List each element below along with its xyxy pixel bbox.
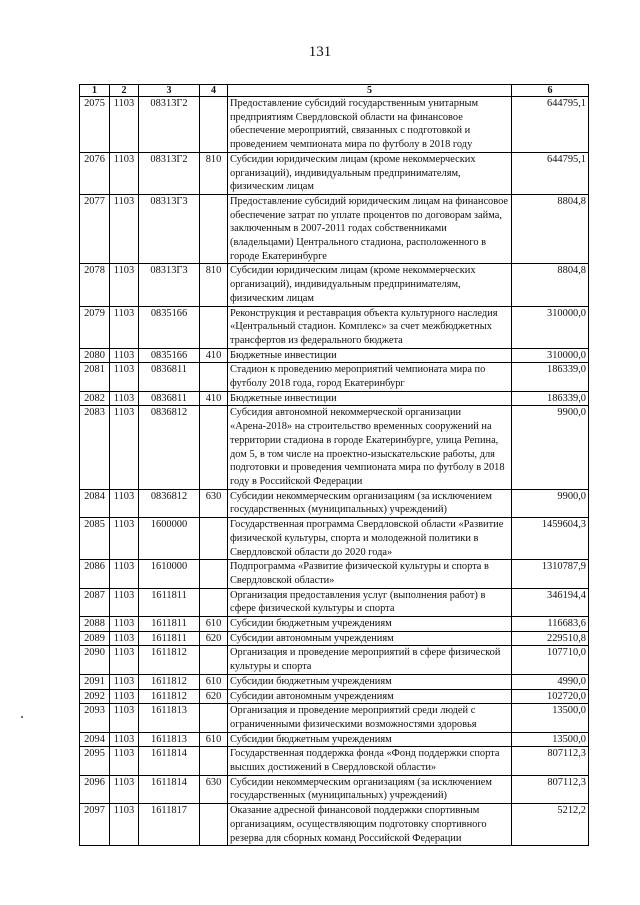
header-cell-4: 4 [200, 85, 228, 97]
description-cell: Стадион к проведению мероприятий чемпионата мира по футболу 2018 года, город Екатеринбург [228, 363, 512, 391]
row-number-cell: 2096 [80, 775, 110, 803]
expense-type-cell [200, 406, 228, 489]
amount-cell: 186339,0 [512, 391, 589, 406]
section-cell: 1103 [110, 775, 139, 803]
section-cell: 1103 [110, 489, 139, 517]
description-cell: Субсидии некоммерческим организациям (за исключением государственных (муниципальных) учреждений) [228, 775, 512, 803]
header-cell-3: 3 [139, 85, 200, 97]
description-cell: Субсидии бюджетным учреждениям [228, 617, 512, 632]
description-cell: Субсидии юридическим лицам (кроме некоммерческих организаций), индивидуальным предпринимателям, физическим лицам [228, 264, 512, 306]
row-number-cell: 2095 [80, 747, 110, 775]
target-code-cell: 1611813 [139, 704, 200, 732]
row-number-cell: 2088 [80, 617, 110, 632]
amount-cell: 107710,0 [512, 646, 589, 674]
section-cell: 1103 [110, 617, 139, 632]
expense-type-cell: 410 [200, 391, 228, 406]
amount-cell: 644795,1 [512, 152, 589, 194]
table-row [80, 518, 589, 560]
table-row [80, 264, 589, 306]
amount-cell: 13500,0 [512, 704, 589, 732]
section-cell: 1103 [110, 518, 139, 560]
row-number-cell: 2084 [80, 489, 110, 517]
table-row [80, 489, 589, 517]
description-cell: Предоставление субсидий юридическим лицам на финансовое обеспечение затрат по уплате процентов по договорам займа, заключенным в 2007-2011 годах собственниками (владельцами) Центрального стадиона, расположенного в городе Екатеринбурге [228, 194, 512, 264]
row-number-cell: 2075 [80, 97, 110, 153]
expense-type-cell: 810 [200, 152, 228, 194]
amount-cell: 8804,8 [512, 264, 589, 306]
expense-type-cell [200, 646, 228, 674]
target-code-cell: 1611811 [139, 631, 200, 646]
description-cell: Бюджетные инвестиции [228, 391, 512, 406]
expense-type-cell [200, 804, 228, 846]
row-number-cell: 2077 [80, 194, 110, 264]
amount-cell: 807112,3 [512, 747, 589, 775]
description-cell: Реконструкция и реставрация объекта культурного наследия «Центральный стадион. Комплекс» за счет межбюджетных трансфертов из федерального бюджета [228, 306, 512, 348]
amount-cell: 186339,0 [512, 363, 589, 391]
description-cell: Субсидии автономным учреждениям [228, 689, 512, 704]
table-row [80, 194, 589, 264]
amount-cell: 346194,4 [512, 588, 589, 616]
table-row [80, 704, 589, 732]
table-row [80, 674, 589, 689]
table-row [80, 646, 589, 674]
table-row [80, 747, 589, 775]
target-code-cell: 1611811 [139, 617, 200, 632]
target-code-cell: 0836811 [139, 363, 200, 391]
table-body [80, 97, 589, 846]
description-cell: Субсидии бюджетным учреждениям [228, 674, 512, 689]
expense-type-cell: 410 [200, 348, 228, 363]
row-number-cell: 2094 [80, 732, 110, 747]
budget-table [79, 84, 589, 846]
table-row [80, 775, 589, 803]
expense-type-cell: 610 [200, 674, 228, 689]
target-code-cell: 0835166 [139, 306, 200, 348]
row-number-cell: 2090 [80, 646, 110, 674]
description-cell: Организация и проведение мероприятий среди людей с ограниченными физическими возможностями здоровья [228, 704, 512, 732]
scan-dot [21, 716, 23, 718]
section-cell: 1103 [110, 704, 139, 732]
amount-cell: 9900,0 [512, 489, 589, 517]
target-code-cell: 1611812 [139, 674, 200, 689]
expense-type-cell: 630 [200, 775, 228, 803]
target-code-cell: 1611817 [139, 804, 200, 846]
header-row [80, 85, 589, 97]
row-number-cell: 2092 [80, 689, 110, 704]
section-cell: 1103 [110, 306, 139, 348]
row-number-cell: 2086 [80, 560, 110, 588]
section-cell: 1103 [110, 689, 139, 704]
table-row [80, 631, 589, 646]
amount-cell: 4990,0 [512, 674, 589, 689]
section-cell: 1103 [110, 646, 139, 674]
section-cell: 1103 [110, 674, 139, 689]
page-number: 131 [308, 44, 332, 60]
amount-cell: 310000,0 [512, 306, 589, 348]
target-code-cell: 08313Г2 [139, 152, 200, 194]
table-row [80, 152, 589, 194]
target-code-cell: 1611814 [139, 775, 200, 803]
expense-type-cell [200, 560, 228, 588]
target-code-cell: 1611814 [139, 747, 200, 775]
section-cell: 1103 [110, 194, 139, 264]
section-cell: 1103 [110, 406, 139, 489]
row-number-cell: 2082 [80, 391, 110, 406]
amount-cell: 644795,1 [512, 97, 589, 153]
header-cell-1: 1 [80, 85, 110, 97]
target-code-cell: 08313Г3 [139, 264, 200, 306]
description-cell: Подпрограмма «Развитие физической культуры и спорта в Свердловской области» [228, 560, 512, 588]
section-cell: 1103 [110, 152, 139, 194]
expense-type-cell [200, 518, 228, 560]
description-cell: Оказание адресной финансовой поддержки спортивным организациям, осуществляющим подготовку спортивного резерва для сборных команд Российской Федерации [228, 804, 512, 846]
row-number-cell: 2093 [80, 704, 110, 732]
description-cell: Государственная программа Свердловской области «Развитие физической культуры, спорта и молодежной политики в Свердловской области до 2020 года» [228, 518, 512, 560]
expense-type-cell: 810 [200, 264, 228, 306]
amount-cell: 13500,0 [512, 732, 589, 747]
section-cell: 1103 [110, 560, 139, 588]
amount-cell: 102720,0 [512, 689, 589, 704]
section-cell: 1103 [110, 363, 139, 391]
section-cell: 1103 [110, 747, 139, 775]
table-row [80, 560, 589, 588]
amount-cell: 807112,3 [512, 775, 589, 803]
expense-type-cell [200, 363, 228, 391]
expense-type-cell: 620 [200, 689, 228, 704]
expense-type-cell [200, 194, 228, 264]
section-cell: 1103 [110, 391, 139, 406]
table-row [80, 732, 589, 747]
amount-cell: 116683,6 [512, 617, 589, 632]
section-cell: 1103 [110, 588, 139, 616]
header-cell-5: 5 [228, 85, 512, 97]
table-row [80, 588, 589, 616]
target-code-cell: 1600000 [139, 518, 200, 560]
table-row [80, 363, 589, 391]
amount-cell: 229510,8 [512, 631, 589, 646]
target-code-cell: 1611811 [139, 588, 200, 616]
description-cell: Предоставление субсидий государственным унитарным предприятиям Свердловской области на финансовое обеспечение мероприятий, связанных с подготовкой и проведением чемпионата мира по футболу в 2018 году [228, 97, 512, 153]
description-cell: Субсидии бюджетным учреждениям [228, 732, 512, 747]
expense-type-cell [200, 306, 228, 348]
target-code-cell: 1611812 [139, 689, 200, 704]
description-cell: Бюджетные инвестиции [228, 348, 512, 363]
target-code-cell: 0836812 [139, 406, 200, 489]
amount-cell: 8804,8 [512, 194, 589, 264]
row-number-cell: 2085 [80, 518, 110, 560]
section-cell: 1103 [110, 348, 139, 363]
row-number-cell: 2081 [80, 363, 110, 391]
row-number-cell: 2076 [80, 152, 110, 194]
expense-type-cell [200, 97, 228, 153]
section-cell: 1103 [110, 732, 139, 747]
target-code-cell: 0836811 [139, 391, 200, 406]
row-number-cell: 2080 [80, 348, 110, 363]
amount-cell: 310000,0 [512, 348, 589, 363]
amount-cell: 9900,0 [512, 406, 589, 489]
expense-type-cell [200, 704, 228, 732]
target-code-cell: 1611813 [139, 732, 200, 747]
row-number-cell: 2078 [80, 264, 110, 306]
expense-type-cell [200, 747, 228, 775]
description-cell: Государственная поддержка фонда «Фонд поддержки спорта высших достижений в Свердловской области» [228, 747, 512, 775]
table-row [80, 689, 589, 704]
description-cell: Субсидии юридическим лицам (кроме некоммерческих организаций), индивидуальным предпринимателям, физическим лицам [228, 152, 512, 194]
amount-cell: 5212,2 [512, 804, 589, 846]
section-cell: 1103 [110, 264, 139, 306]
row-number-cell: 2083 [80, 406, 110, 489]
section-cell: 1103 [110, 804, 139, 846]
table-row [80, 306, 589, 348]
description-cell: Субсидия автономной некоммерческой организации «Арена-2018» на строительство временных сооружений на территории стадиона в городе Екатеринбурге, улица Репина, дом 5, в том числе на проектно-изыскательские работы, для подготовки и проведения чемпионата мира по футболу в 2018 году в Российской Федерации [228, 406, 512, 489]
target-code-cell: 08313Г2 [139, 97, 200, 153]
description-cell: Субсидии некоммерческим организациям (за исключением государственных (муниципальных) учреждений) [228, 489, 512, 517]
target-code-cell: 0835166 [139, 348, 200, 363]
table-row [80, 617, 589, 632]
target-code-cell: 0836812 [139, 489, 200, 517]
expense-type-cell: 610 [200, 617, 228, 632]
expense-type-cell: 610 [200, 732, 228, 747]
header-cell-6: 6 [512, 85, 589, 97]
description-cell: Организация и проведение мероприятий в сфере физической культуры и спорта [228, 646, 512, 674]
row-number-cell: 2089 [80, 631, 110, 646]
section-cell: 1103 [110, 97, 139, 153]
table-row [80, 391, 589, 406]
description-cell: Организация предоставления услуг (выполнения работ) в сфере физической культуры и спорта [228, 588, 512, 616]
expense-type-cell: 630 [200, 489, 228, 517]
expense-type-cell [200, 588, 228, 616]
table-row [80, 97, 589, 153]
table-row [80, 406, 589, 489]
table-row [80, 804, 589, 846]
row-number-cell: 2091 [80, 674, 110, 689]
target-code-cell: 1610000 [139, 560, 200, 588]
section-cell: 1103 [110, 631, 139, 646]
expense-type-cell: 620 [200, 631, 228, 646]
description-cell: Субсидии автономным учреждениям [228, 631, 512, 646]
header-cell-2: 2 [110, 85, 139, 97]
table-row [80, 348, 589, 363]
row-number-cell: 2079 [80, 306, 110, 348]
amount-cell: 1459604,3 [512, 518, 589, 560]
target-code-cell: 08313Г3 [139, 194, 200, 264]
row-number-cell: 2097 [80, 804, 110, 846]
target-code-cell: 1611812 [139, 646, 200, 674]
row-number-cell: 2087 [80, 588, 110, 616]
amount-cell: 1310787,9 [512, 560, 589, 588]
